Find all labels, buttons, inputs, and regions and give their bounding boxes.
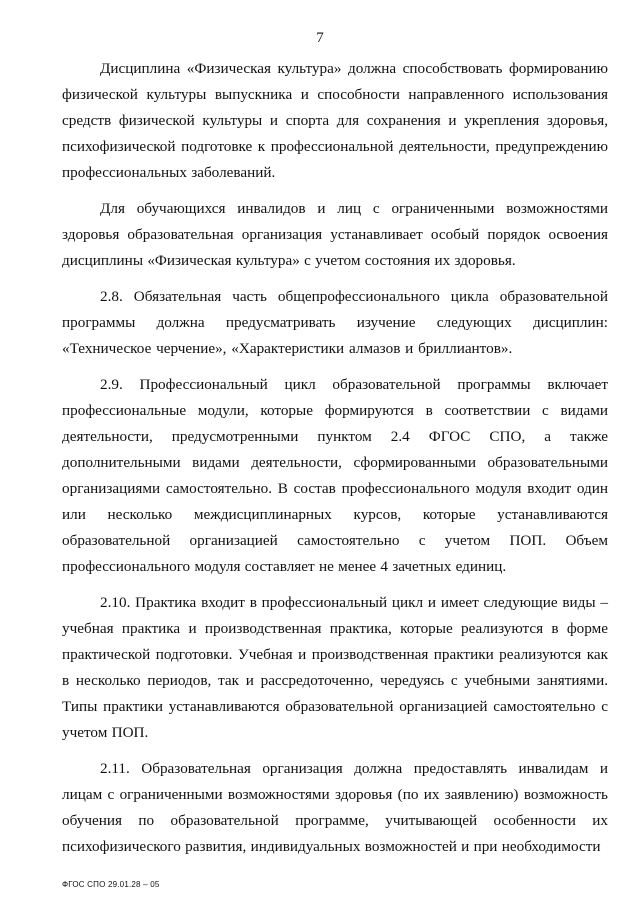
paragraph-2-8: 2.8. Обязательная часть общепрофессионального цикла образовательной программы должна предусматривать изучение следующих дисциплин: «Техническое черчение», «Характеристики алмазов и бриллиантов».	[62, 288, 608, 357]
paragraph-2-10: 2.10. Практика входит в профессиональный цикл и имеет следующие виды – учебная практика и производственная практика, которые реализуются в форме практической подготовки. Учебная и производственная практики реализуются как в несколько периодов, так и рассредоточенно, чередуясь с учебными занятиями. Типы практики устанавливаются образовательной организацией самостоятельно с учетом ПОП.	[62, 594, 608, 741]
paragraph-2-11: 2.11. Образовательная организация должна предоставлять инвалидам и лицам с ограниченными возможностями здоровья (по их заявлению) возможность обучения по образовательной программе, учитывающей особенности их психофизического развития, индивидуальных возможностей и при необходимости	[62, 760, 608, 855]
paragraph-2-9: 2.9. Профессиональный цикл образовательной программы включает профессиональные модули, которые формируются в соответствии с видами деятельности, предусмотренными пунктом 2.4 ФГОС СПО, а также дополнительными видами деятельности, сформированными образовательными организациями самостоятельно. В состав профессионального модуля входит один или несколько междисциплинарных курсов, которые устанавливаются образовательной организацией самостоятельно с учетом ПОП. Объем профессионального модуля составляет не менее 4 зачетных единиц.	[62, 376, 608, 575]
document-footer-code: ФГОС СПО 29.01.28 – 05	[62, 880, 160, 889]
document-body	[62, 56, 608, 870]
page-number: 7	[316, 30, 324, 46]
paragraph-physical-culture: Дисциплина «Физическая культура» должна способствовать формированию физической культуры выпускника и способности направленного использования средств физической культуры и спорта для сохранения и укрепления здоровья, психофизической подготовке к профессиональной деятельности, предупреждению профессиональных заболеваний.	[62, 60, 608, 181]
paragraph-disabled-students: Для обучающихся инвалидов и лиц с ограниченными возможностями здоровья образовательная организация устанавливает особый порядок освоения дисциплины «Физическая культура» с учетом состояния их здоровья.	[62, 200, 608, 269]
